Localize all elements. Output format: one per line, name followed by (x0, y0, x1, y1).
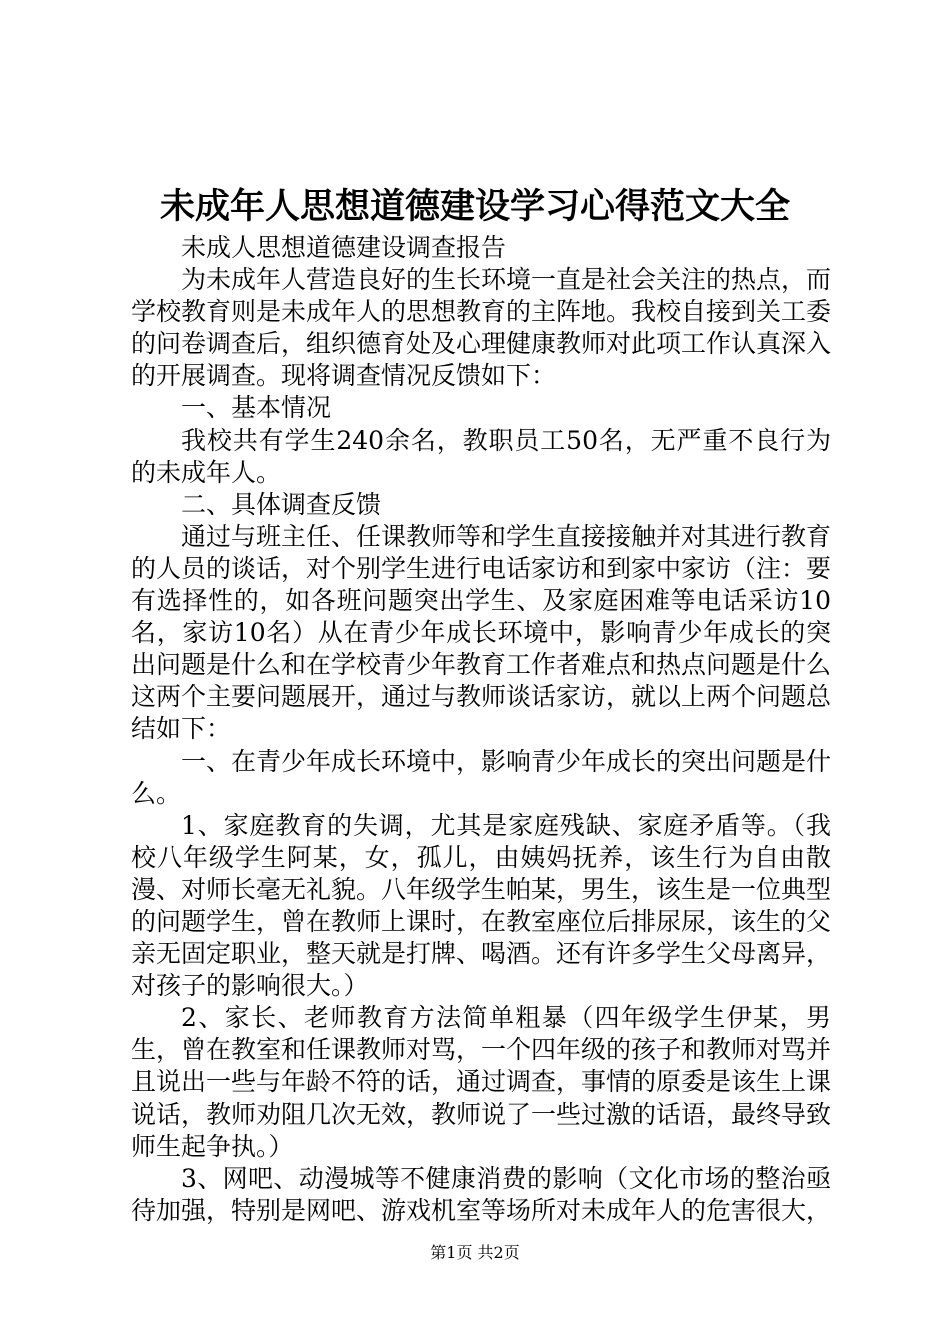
paragraph-intro: 为未成年人营造良好的生长环境一直是社会关注的热点，而学校教育则是未成年人的思想教育的主阵地。我校自接到关工委的问卷调查后，组织德育处及心理健康教师对此项工作认真深入的开展调查。现将调查情况反馈如下： (131, 265, 832, 391)
document-body (131, 232, 831, 1227)
paragraph-item-2: 2、家长、老师教育方法简单粗暴（四年级学生伊某，男生，曾在教室和任课教师对骂，一个四年级的孩子和教师对骂并且说出一些与年龄不符的话，通过调查，事情的原委是该生上课说话，教师劝阻几次无效，教师说了一些过激的话语，最终导致师生起争执。） (131, 1003, 832, 1161)
page-number-footer: 第1页 共2页 (430, 1243, 520, 1262)
section-heading-basic: 一、基本情况 (181, 393, 332, 423)
paragraph-basic-info: 我校共有学生240余名，教职员工50名，无严重不良行为的未成年人。 (131, 425, 831, 487)
paragraph-feedback: 通过与班主任、任课教师等和学生直接接触并对其进行教育的人员的谈话，对个别学生进行电话家访和到家中家访（注：要有选择性的，如各班问题突出学生、及家庭困难等电话采访10名，家访10名）从在青少年成长环境中，影响青少年成长的突出问题是什么和在学校青少年教育工作者难点和热点问题是什么这两个主要问题展开，通过与教师谈话家访，就以上两个问题总结如下： (131, 521, 832, 744)
paragraph-item-3: 3、网吧、动漫城等不健康消费的影响（文化市场的整治亟待加强，特别是网吧、游戏机室等场所对未成年人的危害很大， (131, 1163, 832, 1225)
subsection-heading-problems: 一、在青少年成长环境中，影响青少年成长的突出问题是什么。 (131, 746, 832, 808)
paragraph-item-1: 1、家庭教育的失调，尤其是家庭残缺、家庭矛盾等。（我校八年级学生阿某，女，孤儿，由姨妈抚养，该生行为自由散漫、对师长毫无礼貌。八年级学生帕某，男生，该生是一位典型的问题学生，曾在教师上课时，在教室座位后排尿尿，该生的父亲无固定职业，整天就是打牌、喝酒。还有许多学生父母离异，对孩子的影响很大。） (131, 810, 832, 1001)
section-heading-feedback: 二、具体调查反馈 (181, 489, 382, 519)
document-title: 未成年人思想道德建设学习心得范文大全 (159, 186, 790, 227)
paragraph-subtitle: 未成人思想道德建设调查报告 (181, 233, 507, 262)
